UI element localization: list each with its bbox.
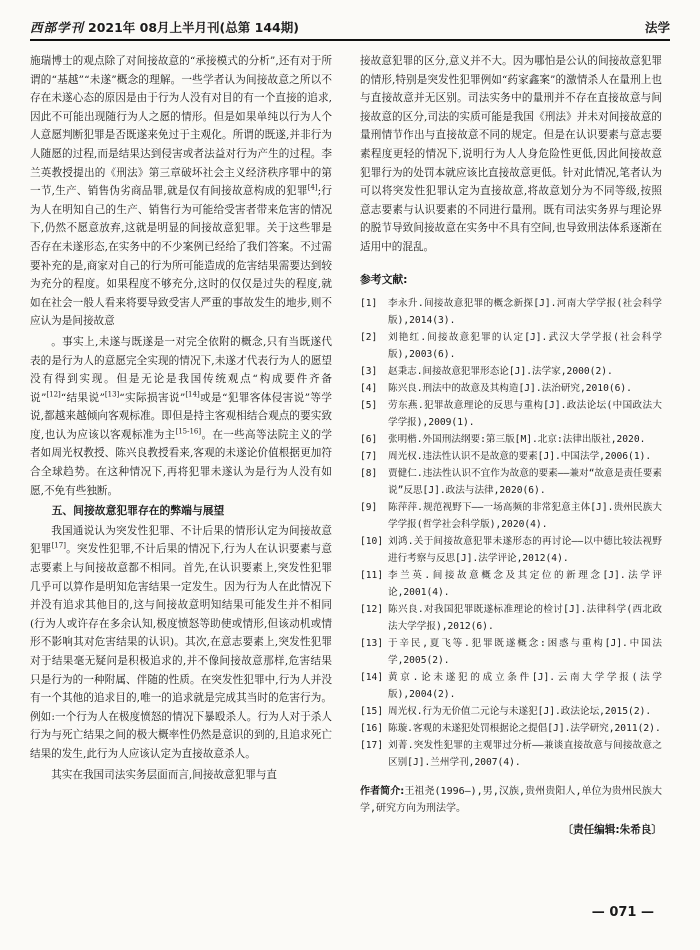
citation: [4] — [307, 183, 318, 192]
paragraph: 其实在我国司法实务层面而言,间接故意犯罪与直 — [51, 768, 278, 781]
author-text: 王祖尧(1996—),男,汉族,贵州贵阳人,单位为贵州民族大学,研究方向为刑法学。 — [360, 786, 662, 815]
reference-number: [4] — [360, 383, 378, 395]
header-divider — [30, 40, 670, 41]
paragraph: 接故意犯罪的区分,意义并不大。因为哪怕是公认的间接故意犯罪的情形,特别是突发性犯罪例如“药家鑫案”的激情杀人在量刑上也与直接故意并无区别。司法实务中的量刑并不存在直接故意与间接故意的区分,司法的实质可能是我国《刑法》并未对间接故意的量刑情节作出与直接故意不同的规定。但是在认识要素与意志要素程度更轻的情况下,说明行为人人身危险性更低,因此间接故意犯罪行为的处罚本就应该比直接故意更低。针对此情况,笔者认为可以将突发性犯罪认定为直接故意,将故意划分为不同等级,按照意志要素与认识要素的不同进行量刑。既有司法实务界与理论界的脱节导致间接故意在实务中不具有空间,也导致刑法体系逐渐在适用中的混乱。 — [360, 55, 662, 253]
paragraph: 我国通说认为突发性犯罪、不计后果的情形认定为间接故意犯罪[17]。突发性犯罪,不计后果的情况下,行为人在认识要素与意志要素上与间接故意都不相同。首先,在认识要素上,突发性犯罪几乎可以算作是明知危害结果一定发生。因为行为人在此情况下并没有追求其他目的,这与间接故意明知结果可能发生并不相同(行为人或许存在多余认知,极度愤怒等助使或情形,但该动机或情形不影响其对危害结果的认识)。其次,在意志要素上,突发性犯罪对于结果毫无疑问是积极追求的,并不像间接故意那样,危害结果只是行为的一种附属、伴随的性质。在突发性犯罪中,行为人并没有一个其他的追求目的,唯一的追求就是完成其当时的危害行为。例如:一个行为人在极度愤怒的情况下暴殴杀人。行为人对于杀人行为与死亡结果之间的极大概率性仍然是意识的到的,且追求死亡结果的发生,此行为人应该认定为直接故意杀人。 — [30, 524, 332, 760]
reference-item — [360, 737, 662, 771]
reference-number: [16] — [360, 723, 384, 735]
reference-text: 刘艳红.间接故意犯罪的认定[J].武汉大学学报(社会科学版),2003(6). — [388, 332, 662, 361]
page-number: — 071 — — [591, 905, 654, 920]
reference-text: 贾健仁.违法性认识不宜作为故意的要素——兼对“故意是责任要素说”反思[J].政法与法律,2020(6). — [388, 468, 662, 497]
reference-item — [360, 295, 662, 329]
reference-item — [360, 567, 662, 601]
reference-text: 陈璇.客观的未遂犯处罚根据论之提倡[J].法学研究,2011(2). — [388, 723, 661, 735]
reference-number: [6] — [360, 434, 378, 446]
reference-item — [360, 499, 662, 533]
reference-item — [360, 329, 662, 363]
reference-item — [360, 431, 662, 448]
reference-text: 刘菁.突发性犯罪的主观罪过分析——兼谈直接故意与间接故意之区别[J].兰州学刊,2007(4). — [388, 740, 662, 769]
reference-number: [15] — [360, 706, 384, 718]
citation: [12] — [46, 390, 61, 399]
journal-logo: 西部学刊 — [30, 20, 85, 35]
citation: [17] — [51, 541, 66, 550]
reference-number: [7] — [360, 451, 378, 463]
reference-text: 陈兴良.对我国犯罪既遂标准理论的检讨[J].法律科学(西北政法大学学报),2012(6). — [388, 604, 662, 633]
section-heading: 五、间接故意犯罪存在的弊端与展望 — [51, 504, 225, 518]
reference-text: 李兰英.间接故意概念及其定位的新理念[J].法学评论,2001(4). — [388, 570, 662, 599]
author-bio — [360, 783, 662, 817]
reference-item — [360, 635, 662, 669]
reference-text: 周光权.违法性认识不是故意的要素[J].中国法学,2006(1). — [388, 451, 652, 463]
reference-text: 陈萍萍.规范视野下——一场高频的非常犯意主体[J].贵州民族大学学报(哲学社会科学版),2020(4). — [388, 502, 662, 531]
paragraph: 施瑞博士的观点除了对间接故意的“承接模式的分析”,还有对于所谓的“基越”“未遂”概念的理解。一些学者认为间接故意之所以不存在未遂心态的原因是由于行为人没有对目的有一个直接的追求,因此不可能出现随行为人之愿的情形。但是如果单纯以行为人个人意愿判断犯罪是否既遂来免过于主观化。所谓的既遂,并非行为人随愿的过程,而是结果达到侵害或者法益对行为产生的过程。李兰英教授提出的《刑法》第三章破坏社会主义经济秩序罪中的第一节,生产、销售伪劣商品罪,就是仅有间接故意构成的犯罪[4];行为人在明知自己的生产、销售行为可能给受害者带来危害的情况下,仍然不愿意放弃,这就是明显的间接故意犯罪。关于这些罪是否存在未遂形态,在实务中的不少案例已经给了我们答案。不过需要补充的是,商家对自己的行为所可能造成的危害结果需要达到较为充分的程度。如果程度不够充分,这时的仅仅是过失的程度,就如在社会一般人看来将要导致受害人严重的事故发生的地步,则不应认为是间接故意 — [30, 55, 332, 328]
reference-text: 劳东燕.犯罪故意理论的反思与重构[J].政法论坛(中国政法大学学报),2009(1). — [388, 400, 662, 429]
issue-label: 2021年 08月上半月刊(总第 144期) — [88, 20, 299, 35]
reference-item — [360, 363, 662, 380]
reference-text: 赵秉志.间接故意犯罪形态论[J].法学家,2000(2). — [388, 366, 613, 378]
reference-text: 周光权.行为无价值二元论与未遂犯[J].政法论坛,2015(2). — [388, 706, 652, 718]
reference-item — [360, 533, 662, 567]
reference-number: [11] — [360, 570, 384, 582]
reference-number: [5] — [360, 400, 378, 412]
reference-text: 李永升.间接故意犯罪的概念新探[J].河南大学学报(社会科学版),2014(3). — [388, 298, 662, 327]
reference-number: [13] — [360, 638, 384, 650]
section-label: 法学 — [644, 20, 670, 35]
reference-item — [360, 601, 662, 635]
paragraph: 。事实上,未遂与既遂是一对完全依附的概念,只有当既遂代表的是行为人的意愿完全实现的情况下,未遂才代表行为人的愿望没有得到实现。但是无论是我国传统观点“构成要件齐备说”[12]“结果说”[13]“实际损害说”[14]或是“犯罪客体侵害说”等学说,都越来越倾向客观标准。即但是持主客观相结合观点的要实致度,也认为应该以客观标准为主[15-16]。在一些高等法院主义的学者如周光权教授、陈兴良教授看来,客观的未遂论价值根据更加符合全球趋势。在这种情况下,再将犯罪未遂认为是行为人没有如愿,不免有些独断。 — [30, 335, 333, 497]
citation: [13] — [104, 390, 120, 399]
reference-item — [360, 465, 662, 499]
reference-item — [360, 703, 662, 720]
reference-number: [9] — [360, 502, 378, 514]
reference-number: [10] — [360, 536, 384, 548]
citation: [15-16] — [175, 427, 202, 436]
left-column — [30, 52, 332, 786]
reference-text: 于辛民,夏飞等.犯罪既遂概念:困惑与重构[J].中国法学,2005(2). — [388, 638, 662, 667]
reference-number: [14] — [360, 672, 384, 684]
reference-item — [360, 448, 662, 465]
author-label: 作者简介: — [360, 786, 405, 798]
reference-text: 刘鸿.关于间接故意犯罪未遂形态的再讨论——以中德比较法视野进行考察与反思[J].法学评论,2012(4). — [388, 536, 662, 565]
reference-text: 陈兴良.刑法中的故意及其构造[J].法治研究,2010(6). — [388, 383, 632, 395]
reference-text: 张明楷.外国刑法纲要:第三版[M].北京:法律出版社,2020. — [388, 434, 646, 446]
references-list — [360, 295, 662, 771]
reference-item — [360, 669, 662, 703]
references-heading: 参考文献: — [360, 272, 408, 286]
reference-text: 黄京.论未遂犯的成立条件[J].云南大学学报(法学版),2004(2). — [388, 672, 662, 701]
reference-item — [360, 397, 662, 431]
responsible-editor: 〔责任编辑:朱希良〕 — [562, 824, 662, 837]
reference-number: [12] — [360, 604, 384, 616]
right-column — [360, 52, 662, 840]
reference-number: [17] — [360, 740, 384, 752]
reference-number: [2] — [360, 332, 378, 344]
reference-number: [8] — [360, 468, 378, 480]
reference-number: [1] — [360, 298, 378, 310]
reference-number: [3] — [360, 366, 378, 378]
reference-item — [360, 720, 662, 737]
journal-issue — [30, 18, 299, 36]
citation: [14] — [185, 390, 200, 399]
page-header — [30, 14, 670, 40]
reference-item — [360, 380, 662, 397]
